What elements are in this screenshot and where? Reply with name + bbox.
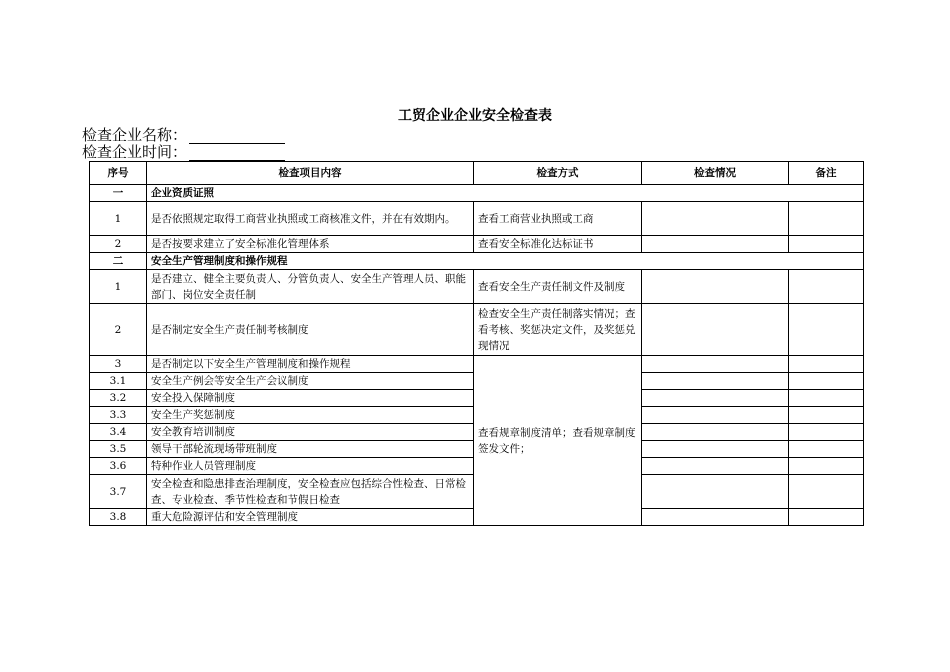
row-method-merged: 查看规章制度清单；查看规章制度签发文件； — [474, 356, 642, 526]
document-title: 工贸企业企业安全检查表 — [398, 108, 552, 124]
inspection-table — [89, 161, 864, 526]
section-row — [90, 185, 864, 202]
company-name-blank[interactable] — [189, 127, 285, 144]
row-method: 查看安全生产责任制文件及制度 — [474, 270, 642, 304]
row-remark-cell[interactable] — [789, 441, 864, 458]
inspection-time-blank[interactable] — [189, 144, 285, 161]
row-no: 3.1 — [90, 373, 147, 390]
row-status-cell[interactable] — [642, 270, 789, 304]
row-content: 是否制定以下安全生产管理制度和操作规程 — [147, 356, 474, 373]
row-no: 1 — [90, 270, 147, 304]
row-no: 3.2 — [90, 390, 147, 407]
table-row — [90, 270, 864, 304]
row-content: 是否建立、健全主要负责人、分管负责人、安全生产管理人员、职能部门、岗位安全责任制 — [147, 270, 474, 304]
header-remark: 备注 — [789, 162, 864, 185]
row-status-cell[interactable] — [642, 373, 789, 390]
row-no: 2 — [90, 236, 147, 253]
row-remark-cell[interactable] — [789, 202, 864, 236]
row-method: 查看安全标准化达标证书 — [474, 236, 642, 253]
row-content: 特种作业人员管理制度 — [147, 458, 474, 475]
row-remark-cell[interactable] — [789, 407, 864, 424]
company-name-field — [82, 126, 285, 144]
row-content: 安全教育培训制度 — [147, 424, 474, 441]
row-content: 安全生产奖惩制度 — [147, 407, 474, 424]
row-no: 3.7 — [90, 475, 147, 509]
company-name-label: 检查企业名称： — [82, 126, 188, 144]
row-status-cell[interactable] — [642, 236, 789, 253]
row-no: 3.6 — [90, 458, 147, 475]
section-title: 企业资质证照 — [147, 185, 864, 202]
section-row — [90, 253, 864, 270]
row-remark-cell[interactable] — [789, 458, 864, 475]
inspection-time-field — [82, 143, 285, 161]
row-status-cell[interactable] — [642, 475, 789, 509]
row-status-cell[interactable] — [642, 424, 789, 441]
row-no: 2 — [90, 304, 147, 356]
section-title: 安全生产管理制度和操作规程 — [147, 253, 864, 270]
row-remark-cell[interactable] — [789, 236, 864, 253]
row-content: 安全生产例会等安全生产会议制度 — [147, 373, 474, 390]
row-status-cell[interactable] — [642, 390, 789, 407]
row-content: 安全投入保障制度 — [147, 390, 474, 407]
row-status-cell[interactable] — [642, 458, 789, 475]
row-status-cell[interactable] — [642, 202, 789, 236]
row-remark-cell[interactable] — [789, 390, 864, 407]
row-method: 检查安全生产责任制落实情况；查看考核、奖惩决定文件，及奖惩兑现情况 — [474, 304, 642, 356]
row-no: 3.5 — [90, 441, 147, 458]
row-content: 是否依照规定取得工商营业执照或工商核准文件，并在有效期内。 — [147, 202, 474, 236]
row-status-cell[interactable] — [642, 304, 789, 356]
table-row — [90, 356, 864, 373]
row-status-cell[interactable] — [642, 407, 789, 424]
row-content: 安全检查和隐患排查治理制度，安全检查应包括综合性检查、日常检查、专业检查、季节性检查和节假日检查 — [147, 475, 474, 509]
table-header-row — [90, 162, 864, 185]
row-status-cell[interactable] — [642, 509, 789, 526]
table-row — [90, 304, 864, 356]
table-row — [90, 202, 864, 236]
row-no: 3.3 — [90, 407, 147, 424]
row-remark-cell[interactable] — [789, 373, 864, 390]
row-status-cell[interactable] — [642, 441, 789, 458]
header-content: 检查项目内容 — [147, 162, 474, 185]
row-content: 是否按要求建立了安全标准化管理体系 — [147, 236, 474, 253]
section-no: 一 — [90, 185, 147, 202]
row-content: 领导干部轮流现场带班制度 — [147, 441, 474, 458]
inspection-time-label: 检查企业时间： — [82, 143, 188, 161]
row-remark-cell[interactable] — [789, 509, 864, 526]
row-remark-cell[interactable] — [789, 304, 864, 356]
row-no: 1 — [90, 202, 147, 236]
row-remark-cell[interactable] — [789, 424, 864, 441]
header-no: 序号 — [90, 162, 147, 185]
row-content: 是否制定安全生产责任制考核制度 — [147, 304, 474, 356]
table-row — [90, 236, 864, 253]
row-remark-cell[interactable] — [789, 356, 864, 373]
section-no: 二 — [90, 253, 147, 270]
row-status-cell[interactable] — [642, 356, 789, 373]
header-status: 检查情况 — [642, 162, 789, 185]
row-no: 3 — [90, 356, 147, 373]
row-no: 3.8 — [90, 509, 147, 526]
row-method: 查看工商营业执照或工商 — [474, 202, 642, 236]
header-method: 检查方式 — [474, 162, 642, 185]
row-content: 重大危险源评估和安全管理制度 — [147, 509, 474, 526]
row-remark-cell[interactable] — [789, 475, 864, 509]
row-remark-cell[interactable] — [789, 270, 864, 304]
row-no: 3.4 — [90, 424, 147, 441]
